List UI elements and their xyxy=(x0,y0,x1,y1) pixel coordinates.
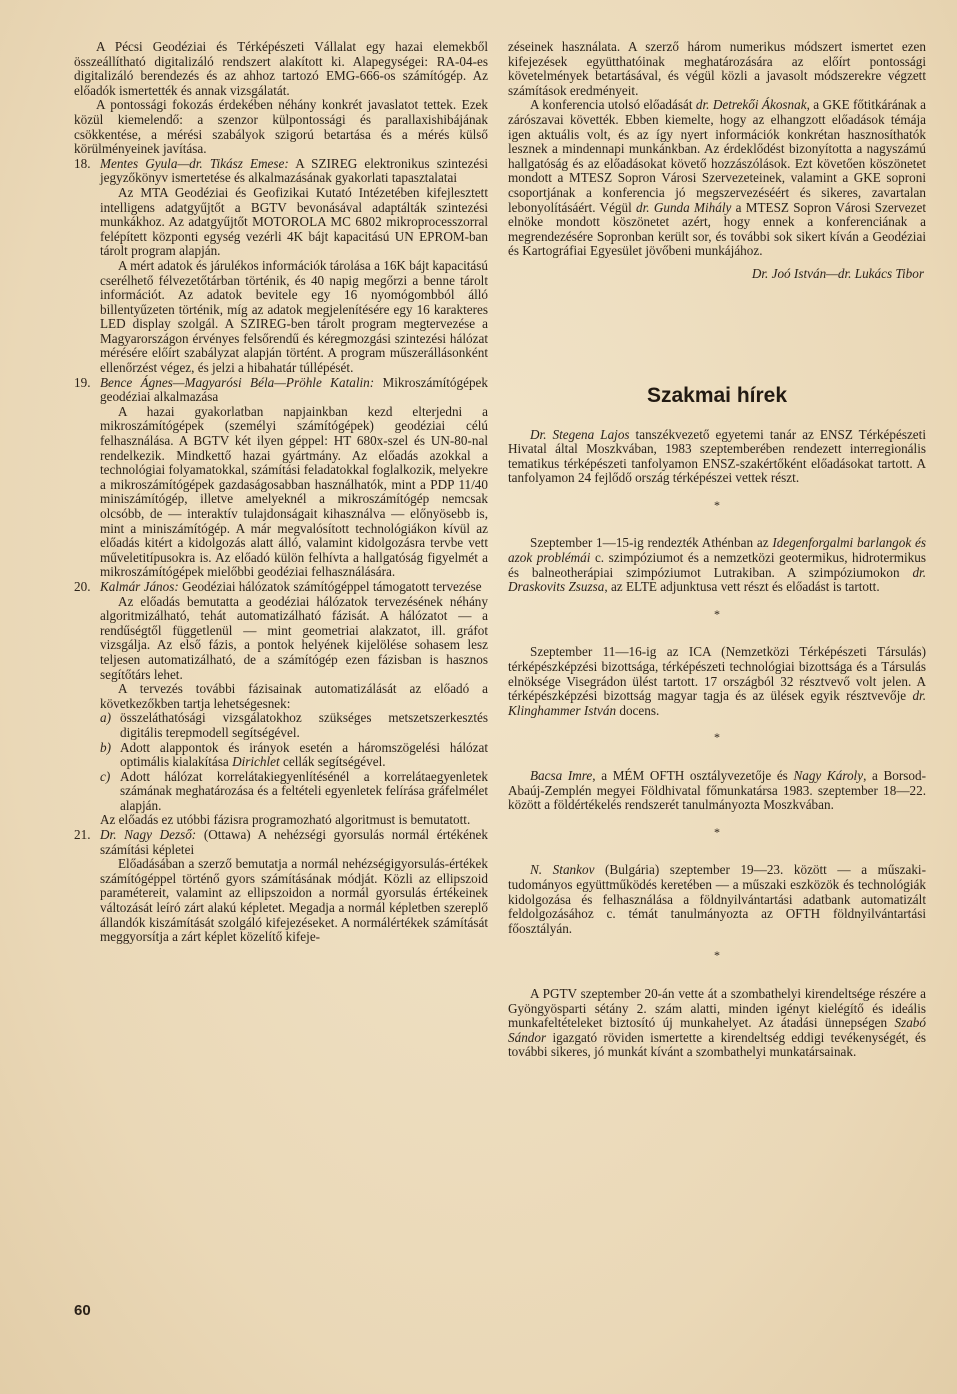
text-run: , a MÉM OFTH osztályvezetője és xyxy=(592,768,794,783)
item-number: 19. xyxy=(74,374,91,390)
news-item xyxy=(508,645,926,718)
page-number: 60 xyxy=(74,1302,91,1319)
text-run: Szeptember 1—15-ig rendezték Athénban az xyxy=(530,535,773,551)
person-name: Szabó Sándor xyxy=(508,1015,926,1045)
item-authors: Kalmár János: xyxy=(100,578,179,594)
text-run: , a Borsod-Abaúj-Zemplén megyei Földhivatal főmunkatársa 1983. szeptember 18—22. között a földértékelés rendszerét tanulmányozta Moszkvában. xyxy=(508,768,926,813)
event-title: Idegenforgalmi barlangok és azok problémái xyxy=(508,535,926,566)
subitem-emphasis: Dirichlet xyxy=(232,754,280,770)
lecture-item-18 xyxy=(74,157,488,376)
item-title: Mikroszámítógépek geodéziai alkalmazása xyxy=(100,374,488,405)
subitem-a xyxy=(100,711,488,740)
item-authors: Dr. Nagy Dezső: xyxy=(100,827,197,843)
item-paragraph: Az MTA Geodéziai és Geofizikai Kutató Intézetében kifejlesztett intelligens adatgyűjtőt a BGTV bevonásával adaptálták szintezési munkákhoz. Az adatgyűjtőt MOTOROLA MC 6802 mikroprocesszorral felépített központi egység vezérli 4K bájt kapacitású UN EPROM-ban tárolt program alapján. xyxy=(100,184,488,259)
text-run: Szeptember 11—16-ig az ICA (Nemzetközi Térképészeti Társulás) térképészképzési bizottsága, térképészeti technológiai bizottsága és a Társulás elnöksége Visegrádon ülést tartott. 17 országból 32 résztvevő volt jelen. A térképészképzési bizottság magyar tagja és az ülések egyik résztvevője xyxy=(508,644,926,704)
news-item xyxy=(508,863,926,936)
subitem-text: Adott hálózat korrelátakiegyenlítésénél a korrelátaegyenletek számának meghatározása és a feltételi egyenletek felírása gráfelmélet alapján. xyxy=(120,768,488,813)
item-paragraph: A hazai gyakorlatban napjainkban kezd elterjedni a mikroszámítógépek (személyi számítógépek) geodéziai célú felhasználása. A BGTV két ilyen géppel: HT 680x-szel és UN-80-nal rendelkezik. Mindkettő hazai gyártmány. Az előadás azokkal a technológiai folyamatokkal, számítási feladatokkal foglalkozik, melyekre a mikroszámítógépek gazdaságosabban használhatók, mint a PDP 11/40 miniszámítógép, illetve amelyeknél a mikroszámítógép nemcsak olcsóbb, de — interaktív tulajdonságait kihasználva — előnyösebb is, mint a miniszámítógép. A már megvalósított technológiákon kívül az előadás kitért a kidolgozás alatt álló, valamint kidolgozásra tervbe vett műveletitípusokra is. Az előadó külön felhívta a hallgatóság figyelmét a mikroszámítógépek mielőbbi geodéziai felhasználására. xyxy=(100,403,488,580)
text-run: c. szimpóziumot és a nemzetközi geotermikus, hidrotermikus és balneotherápiai szimpóziumot Lutrakiban. A szimpóziumokon xyxy=(508,550,926,580)
item-paragraph: Az előadás ez utóbbi fázisra programozható algoritmust is bemutatott. xyxy=(100,812,471,828)
item-paragraph: Előadásában a szerző bemutatja a normál nehézségigyorsulás-értékek számítógéppel történő gyors számításának módját. Közli az ellipszoid paramétereit, valamint az ellipszoidon a normál gyorsulás értékeinek változását leíró zárt alakú képletet. Megadja a normál képletben szereplő állandók kiszámítását szolgáló kifejezéseket. A normálértékek számítását meggyorsítja a zárt képlet közelítő kifeje- xyxy=(100,856,488,945)
item-authors: Mentes Gyula—dr. Tikász Emese: xyxy=(100,155,289,171)
left-column xyxy=(74,40,488,945)
text-run: A PGTV szeptember 20-án vette át a szombathelyi kirendeltsége részére a Gyöngyösparti sétány 2. szám alatti, minden igényt kielégítő és ideális munkafeltételeket biztosító új munkahelyet. Az átadási ünnepségen xyxy=(508,985,926,1031)
item-number: 21. xyxy=(74,827,91,843)
closing-paragraph xyxy=(508,98,926,259)
subitem-text: cellák segítségével. xyxy=(279,754,386,770)
person-name: dr. Draskovits Zsuzsa xyxy=(508,564,926,595)
subitem-label: b) xyxy=(100,739,111,755)
item-number: 18. xyxy=(74,155,91,171)
news-item xyxy=(508,428,926,486)
subitem-b xyxy=(100,741,488,770)
text-run: tanszékvezető egyetemi tanár az ENSZ Térképészeti Hivatal által Moszkvában, 1983 szeptemberében rendezett interregionális tematikus térképészeti tanfolyamon ENSZ-szakértőként előadásokat tartott. A tanfolyamon 24 fejlődő ország térképészei vettek részt. xyxy=(508,426,926,486)
news-item xyxy=(508,769,926,813)
person-name: dr. Gunda Mihály xyxy=(636,199,732,215)
item-title: A SZIREG elektronikus szintezési jegyzőkönyv ismertetése és alkalmazásának gyakorlati tapasztalatai xyxy=(100,155,488,186)
text-run: (Bulgária) szeptember 19—23. között — a műszaki-tudományos együttműködés keretében — a műszaki eszközök és technológiák kidolgozása és felhasználása a földnyilvántartási adatbank automatizált feldolgozásához c. témát tanulmányozta az OFTH földnyilvántartási főosztályán. xyxy=(508,862,926,936)
subitem-c xyxy=(100,770,488,814)
subitem-text: összeláthatósági vizsgálatokhoz szükséges metszetszerkesztés digitális terepmodell segítségével. xyxy=(120,710,488,740)
intro-paragraph: A Pécsi Geodéziai és Térképészeti Vállalat egy hazai elemekből összeállítható digitalizáló rendszert alakított ki. Alapegységei: RA-04-es digitalizáló berendezés és az ahhoz tartozó EMG-666-os számítógép. Az előadók ismertették és annak vizsgálatát. xyxy=(74,39,488,98)
continuation-paragraph: zéseinek használata. A szerző három numerikus módszert ismertet ezen kifejezések együtthatóinak meghatározására az előírt pontossági követelmények betartásával, és végül közli a javasolt módszerekre végzett számítások eredményeit. xyxy=(508,39,926,98)
person-name: dr. Klinghammer István xyxy=(508,688,926,718)
article-signature: Dr. Joó István—dr. Lukács Tibor xyxy=(751,265,924,281)
lecture-item-19 xyxy=(74,376,488,580)
item-number: 20. xyxy=(74,578,91,594)
lecture-item-21 xyxy=(74,828,488,945)
item-title: (Ottawa) A nehézségi gyorsulás normál értékének számítási képletei xyxy=(100,827,489,857)
separator-star: * xyxy=(714,730,720,745)
news-item xyxy=(508,987,926,1060)
separator-star: * xyxy=(714,948,720,963)
text-run: docens. xyxy=(616,702,660,718)
person-name: Bacsa Imre xyxy=(530,768,593,783)
item-paragraph: A mért adatok és járulékos információk tárolása a 16K bájt kapacitású cserélhető félvezetőtárban történik, és 40 napig megőrzi a benne tárolt információt. Az adatok bevitele egy 16 nyomógombból álló billentyűzeten történik, míg az adatok megjelenítésére egy 16 karakteres LED display szolgál. A SZIREG-ben tárolt program megtervezése a Magyarországon érvényes felsőrendű és kéregmozgási szintezési hálózat mérésére előírt szabályzat alapján történt. A program műszerállásonként ellenőrzést végez, és jelzi a hibahatár túllépését. xyxy=(100,257,488,376)
intro-paragraph: A pontossági fokozás érdekében néhány konkrét javaslatot tettek. Ezek közül kiemelendő: a szenzor külpontossági és parallaxishibájának csökkentése, a mérési szabályok szigorú betartása és a mérés külső körülményeinek javítása. xyxy=(74,97,488,157)
item-paragraph: Az előadás bemutatta a geodéziai hálózatok tervezésének néhány algoritmizálható, tehát automatizálható fázisát. A hálózatot — a rendűségtől függetlenül — mint geometriai alakzatot, ill. gráfot vizsgálja. Az első fázis, a pontok helyének kijelölése sohasem lesz teljesen automatizálható, de a számítógép ezen fázisban is hasznos segítőtárs lehet. xyxy=(100,593,488,682)
person-name: Nagy Károly xyxy=(793,768,864,783)
separator-star: * xyxy=(714,497,720,512)
item-authors: Bence Ágnes—Magyarósi Béla—Pröhle Katalin: xyxy=(100,374,375,390)
subitem-label: a) xyxy=(100,710,111,726)
subitem-label: c) xyxy=(100,768,111,784)
item-title: Geodéziai hálózatok számítógéppel támogatott tervezése xyxy=(182,578,482,594)
person-name: dr. Detrekői Ákosnak xyxy=(695,97,807,113)
news-item xyxy=(508,536,926,594)
text-run: a MTESZ Sopron Városi Szervezet elnöke mondott köszönetet azért, hogy ennek a konferenciának a megrendezésére Sopronban került sor, és további sok sikert kíván a Geodéziai és Kartográfiai Egyesület jövőbeni munkájához. xyxy=(508,199,926,259)
lecture-item-20 xyxy=(74,580,488,828)
text-run: , az ELTE adjunktusa vett részt és előadást is tartott. xyxy=(604,579,880,595)
item-paragraph: A tervezés további fázisainak automatizálását az előadó a következőkben tartja lehetségesnek: xyxy=(100,681,488,711)
separator-star: * xyxy=(714,606,720,621)
text-run: A konferencia utolsó előadását xyxy=(530,97,696,113)
text-run: , a GKE főtitkárának a zárószavai követték. Ebben kiemelte, hogy az elhangzott előadások témája igen aktuális volt, és az így nyert információk konkrétan hasznosíthatók lesznek a mindennapi munkánkban. Az érdeklődést bizonyította a nagyszámú hallgatóság és az előadásokat követő hozzászólások. Ezt követően köszönetet mondott a MTESZ Sopron Városi Szervezeteinek, valamint a GKE soproni csoportjának a konferencia jó megszervezéséért és sikeres, zavartalan lebonyolításáért. Végül xyxy=(508,97,926,215)
right-column xyxy=(508,40,926,1060)
subitem-text: Adott alappontok és irányok esetén a háromszögelési hálózat optimális kialakítása xyxy=(120,739,488,770)
person-name: Dr. Stegena Lajos xyxy=(530,426,630,442)
section-heading: Szakmai hírek xyxy=(646,383,788,407)
person-name: N. Stankov xyxy=(530,862,595,878)
text-run: igazgató röviden ismertette a kirendeltség eddigi tevékenységét, és további sikeres, jó munkát kívánt a szombathelyi munkatársainak. xyxy=(508,1029,926,1060)
separator-star: * xyxy=(714,824,720,839)
